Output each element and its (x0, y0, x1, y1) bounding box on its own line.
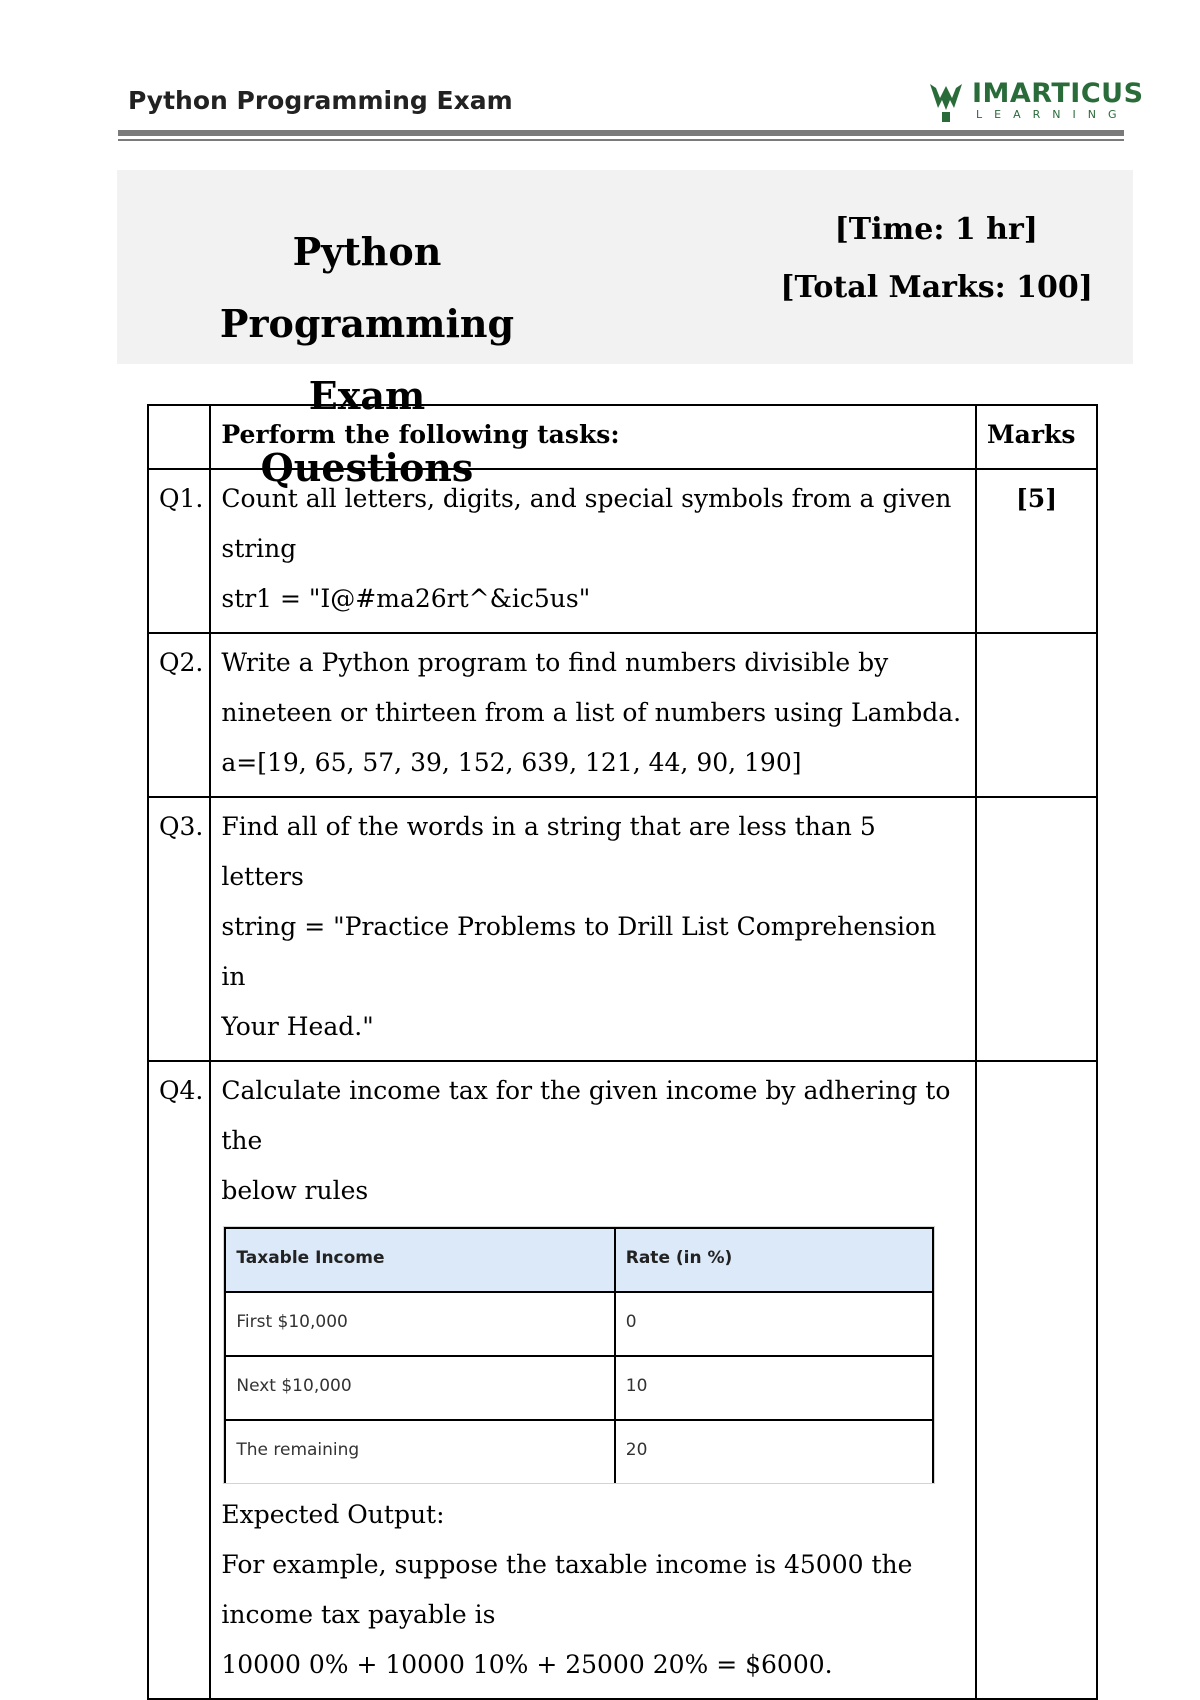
question-text (210, 1061, 976, 1699)
question-line: nineteen or thirteen from a list of numbers using Lambda. (221, 698, 962, 727)
tax-rate-cell: 10 (615, 1356, 934, 1420)
question-line: Calculate income tax for the given income by adhering to the (221, 1076, 951, 1155)
exam-title-line1: Python Programming Exam (219, 229, 515, 418)
question-line: Expected Output: (221, 1500, 445, 1529)
header-task-cell: Perform the following tasks: (210, 405, 976, 469)
tax-header-rate: Rate (in %) (615, 1228, 934, 1292)
table-row (148, 469, 1097, 633)
header-marks-cell: Marks (976, 405, 1097, 469)
table-row (148, 797, 1097, 1061)
tax-rate-cell: 20 (615, 1420, 934, 1483)
question-line: income tax payable is (221, 1600, 496, 1629)
header-num-cell (148, 405, 210, 469)
header-rule-thick (118, 130, 1124, 136)
tax-income-cell: Next $10,000 (225, 1356, 614, 1420)
question-line: Write a Python program to find numbers divisible by (221, 648, 889, 677)
questions-table (147, 404, 1098, 1700)
logo-subtext: LEARNING (976, 108, 1129, 121)
page-header (118, 78, 1144, 121)
question-number: Q3. (148, 797, 210, 1061)
question-line: Your Head." (221, 1012, 374, 1041)
tax-income-cell: First $10,000 (225, 1292, 614, 1356)
tax-rate-cell: 0 (615, 1292, 934, 1356)
tax-rate-table (223, 1226, 935, 1484)
question-line: str1 = "I@#ma26rt^&ic5us" (221, 584, 591, 613)
question-marks (976, 797, 1097, 1061)
question-line: a=[19, 65, 57, 39, 152, 639, 121, 44, 90, 190] (221, 748, 802, 777)
question-number: Q4. (148, 1061, 210, 1699)
question-text (210, 469, 976, 633)
question-text (210, 797, 976, 1061)
question-line: For example, suppose the taxable income is 45000 the (221, 1550, 913, 1579)
question-line: below rules (221, 1176, 369, 1205)
question-number: Q2. (148, 633, 210, 797)
questions-table-header (148, 405, 1097, 469)
question-line: string (221, 534, 297, 563)
imarticus-logo (928, 78, 1144, 124)
tax-table-row (225, 1420, 933, 1483)
logo-mark-icon (928, 80, 964, 124)
question-line: string = "Practice Problems to Drill List Comprehension in (221, 912, 937, 991)
question-line: Find all of the words in a string that are less than 5 letters (221, 812, 876, 891)
question-marks: [5] (976, 469, 1097, 633)
header-title: Python Programming Exam (128, 86, 513, 115)
question-line: Count all letters, digits, and special symbols from a given (221, 484, 952, 513)
tax-table-row (225, 1292, 933, 1356)
tax-table-row (225, 1356, 933, 1420)
exam-title-line2: Questions (260, 445, 474, 490)
exam-total-marks: [Total Marks: 100] (780, 270, 1093, 305)
question-number: Q1. (148, 469, 210, 633)
table-row (148, 633, 1097, 797)
table-row (148, 1061, 1097, 1699)
tax-table-header (225, 1228, 933, 1292)
tax-income-cell: The remaining (225, 1420, 614, 1483)
question-text (210, 633, 976, 797)
header-rule-thin (118, 139, 1124, 141)
question-line: 10000 0% + 10000 10% + 25000 20% = $6000. (221, 1650, 833, 1679)
question-marks (976, 1061, 1097, 1699)
tax-header-income: Taxable Income (225, 1228, 614, 1292)
logo-word: IMARTICUS (972, 78, 1144, 109)
question-marks (976, 633, 1097, 797)
exam-time: [Time: 1 hr] (834, 212, 1038, 247)
